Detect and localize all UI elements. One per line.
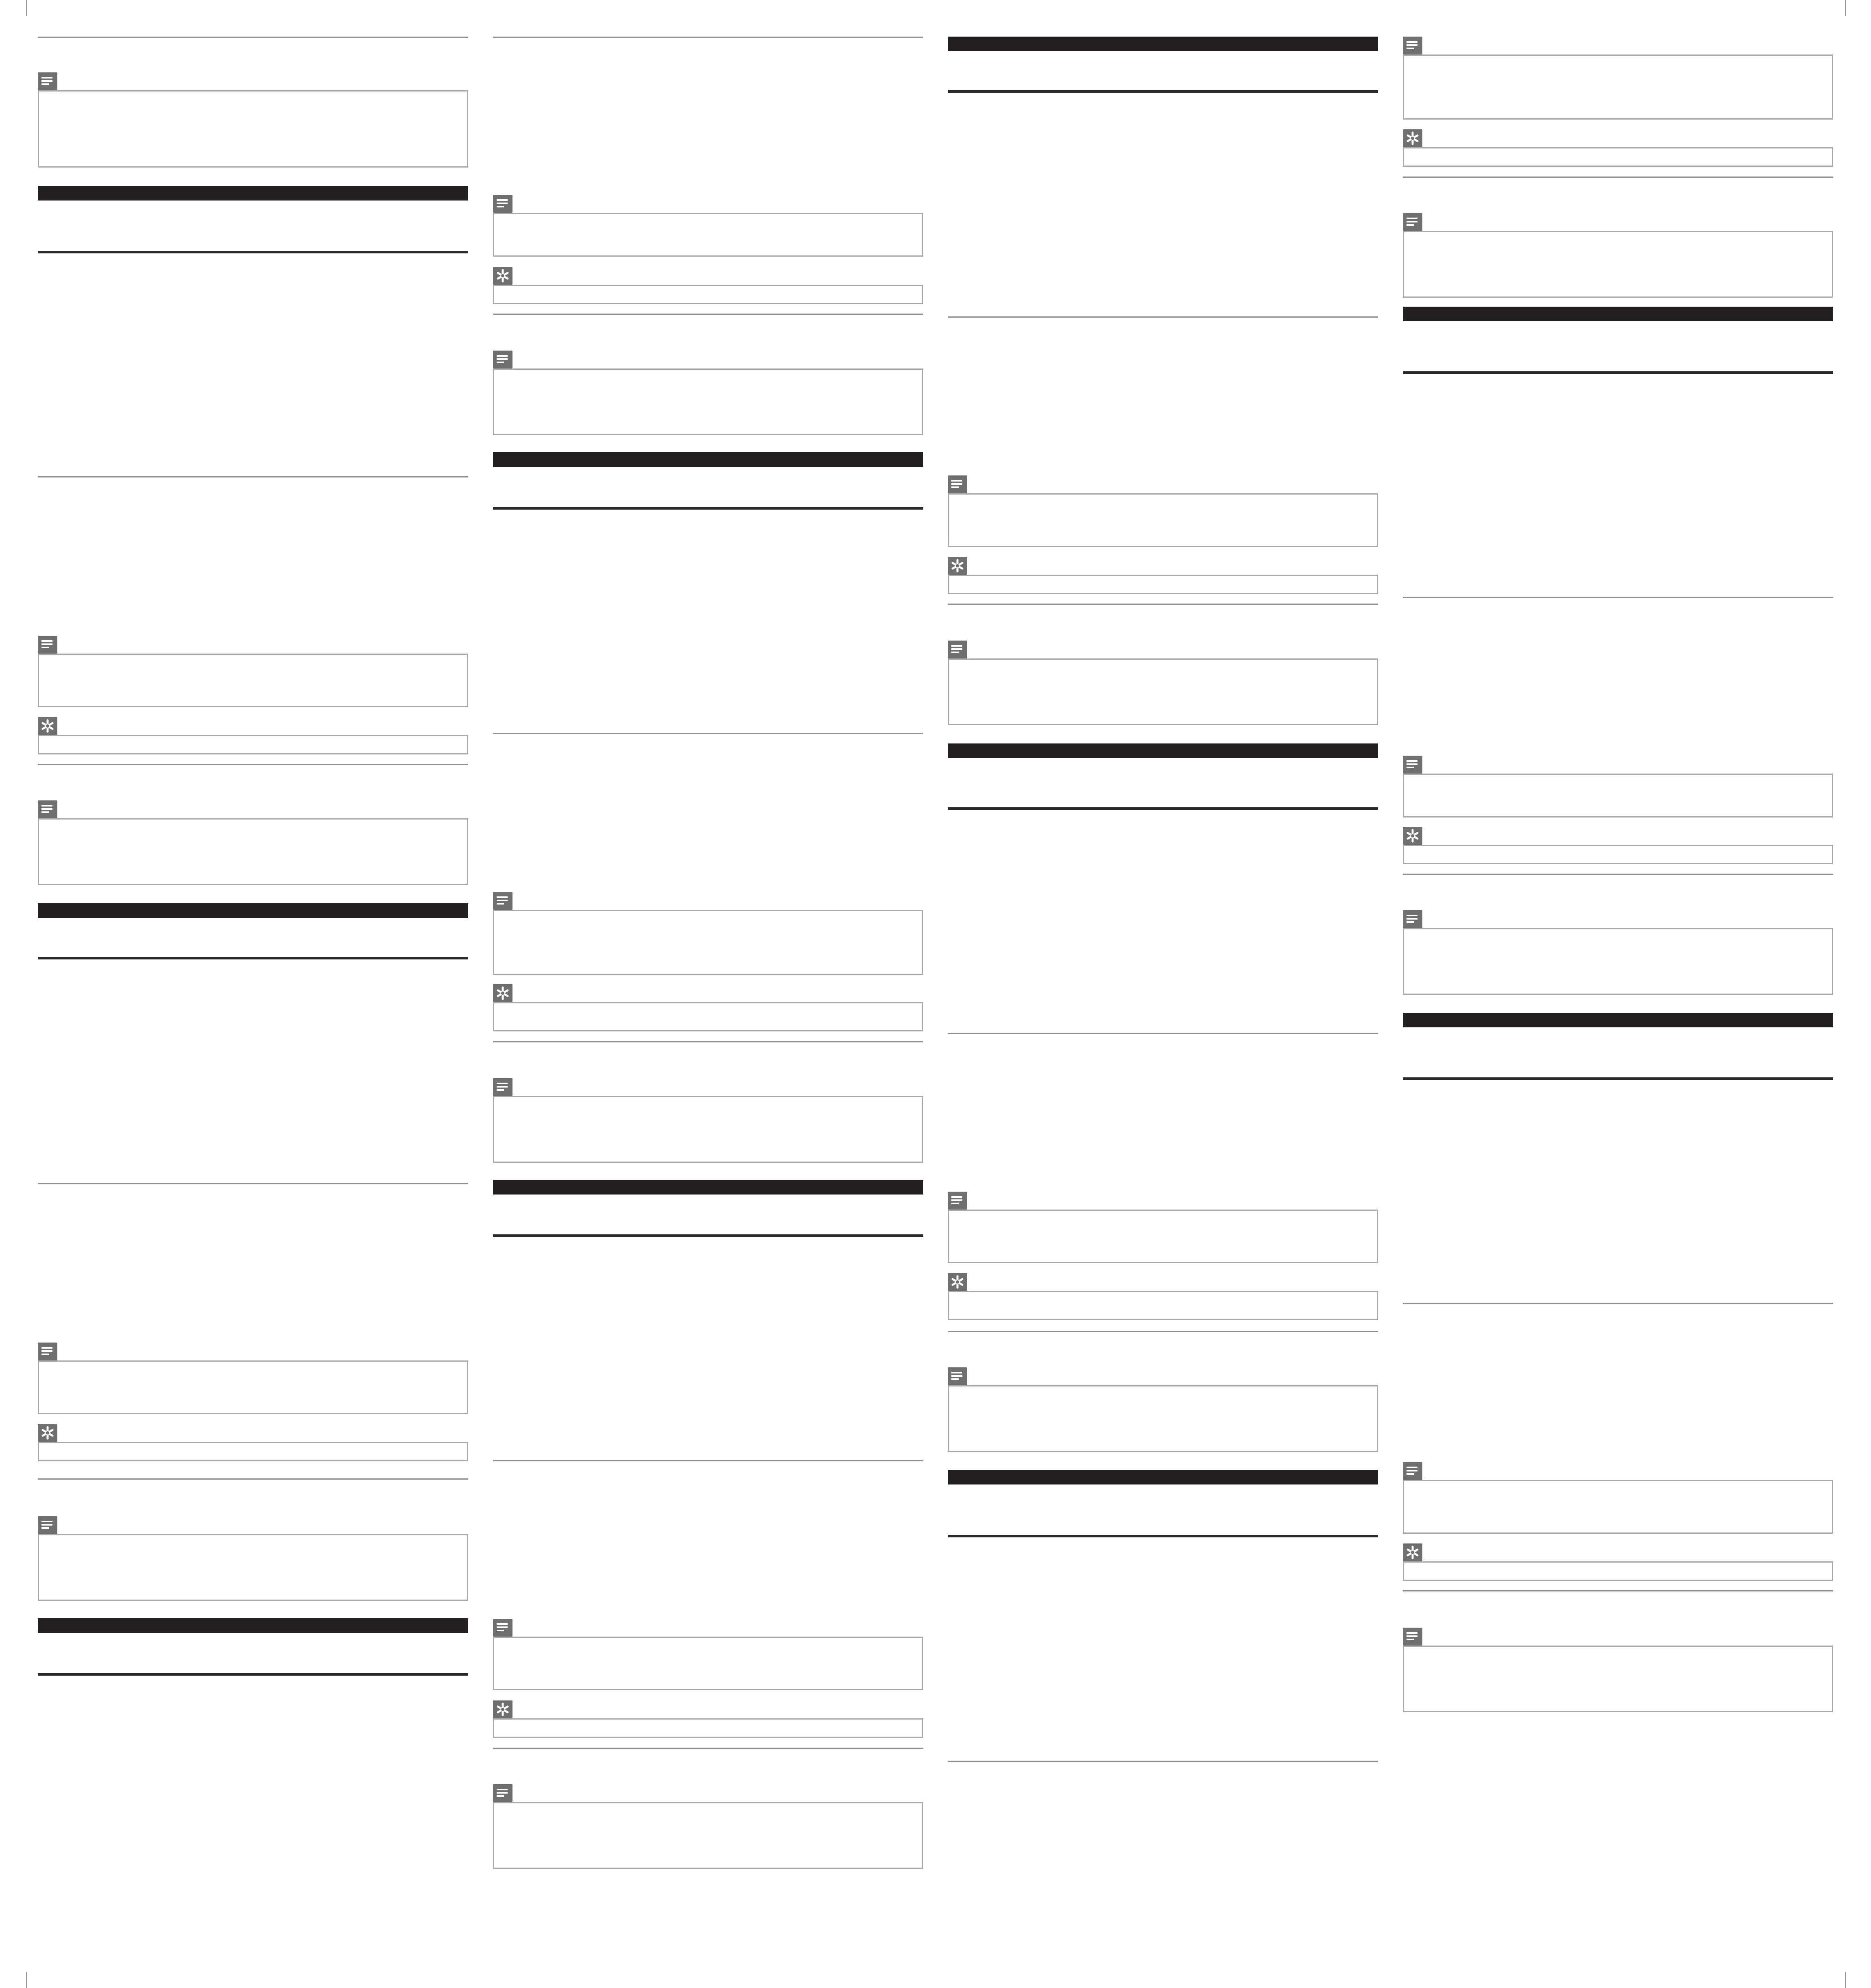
note-icon (1403, 1628, 1422, 1646)
note-box (1403, 231, 1833, 298)
tip-icon (38, 717, 57, 735)
section-heading-bar (38, 903, 468, 918)
section-divider (948, 1331, 1378, 1332)
heading-underline (38, 957, 468, 959)
section-divider (493, 1748, 923, 1749)
crop-mark (1845, 1972, 1846, 1988)
heading-underline (493, 507, 923, 510)
section-heading-bar (948, 1470, 1378, 1484)
note-icon (1403, 1462, 1422, 1480)
heading-underline (1403, 1077, 1833, 1080)
note-box (948, 1385, 1378, 1452)
section-heading-bar (1403, 1013, 1833, 1027)
note-icon (493, 1078, 512, 1096)
section-divider (948, 316, 1378, 318)
note-icon (1403, 910, 1422, 928)
section-heading-bar (493, 452, 923, 467)
tip-icon (493, 984, 512, 1002)
section-divider (38, 764, 468, 765)
tip-icon (948, 557, 967, 575)
tip-box (493, 1002, 923, 1031)
tip-icon (948, 1273, 967, 1291)
heading-underline (493, 1234, 923, 1237)
section-divider (493, 37, 923, 38)
tip-box (948, 1291, 1378, 1320)
note-box (948, 493, 1378, 547)
note-icon (1403, 756, 1422, 774)
tip-icon (493, 1700, 512, 1718)
section-divider (493, 314, 923, 315)
tip-box (948, 575, 1378, 594)
note-icon (38, 636, 57, 654)
section-divider (1403, 177, 1833, 178)
section-heading-bar (38, 1618, 468, 1633)
note-icon (493, 351, 512, 368)
section-divider (1403, 874, 1833, 875)
section-divider (948, 1033, 1378, 1034)
section-divider (38, 37, 468, 38)
note-icon (948, 1192, 967, 1210)
crop-mark (26, 1972, 27, 1988)
note-icon (38, 1343, 57, 1360)
tip-icon (1403, 129, 1422, 147)
note-icon (493, 892, 512, 910)
note-box (1403, 1480, 1833, 1534)
note-icon (948, 1367, 967, 1385)
tip-box (1403, 845, 1833, 864)
note-box (1403, 1646, 1833, 1712)
heading-underline (38, 1673, 468, 1676)
note-box (493, 910, 923, 975)
section-heading-bar (948, 743, 1378, 758)
crop-mark (26, 0, 27, 16)
tip-box (1403, 147, 1833, 167)
note-icon (948, 475, 967, 493)
note-icon (38, 1516, 57, 1534)
section-divider (1403, 597, 1833, 598)
note-box (38, 90, 468, 168)
section-divider (948, 604, 1378, 605)
heading-underline (948, 807, 1378, 810)
tip-icon (1403, 827, 1422, 845)
tip-icon (493, 267, 512, 285)
note-box (948, 658, 1378, 725)
note-box (38, 1360, 468, 1414)
note-icon (1403, 213, 1422, 231)
section-divider (38, 1183, 468, 1184)
section-divider (493, 1041, 923, 1042)
section-divider (948, 1761, 1378, 1762)
tip-box (38, 1442, 468, 1461)
section-heading-bar (38, 186, 468, 201)
note-box (38, 1534, 468, 1601)
note-box (38, 654, 468, 707)
heading-underline (38, 251, 468, 253)
tip-box (1403, 1561, 1833, 1581)
note-icon (38, 72, 57, 90)
section-heading-bar (493, 1180, 923, 1195)
note-box (493, 1637, 923, 1690)
section-divider (38, 1478, 468, 1480)
tip-box (493, 285, 923, 304)
note-box (948, 1210, 1378, 1263)
section-heading-bar (1403, 307, 1833, 321)
note-icon (38, 800, 57, 818)
section-divider (493, 1460, 923, 1461)
heading-underline (1403, 371, 1833, 374)
heading-underline (948, 1535, 1378, 1537)
note-icon (493, 1619, 512, 1637)
section-divider (1403, 1303, 1833, 1304)
note-box (1403, 774, 1833, 817)
heading-underline (948, 90, 1378, 93)
crop-mark (1845, 0, 1846, 16)
note-icon (1403, 37, 1422, 54)
note-box (493, 213, 923, 257)
section-divider (1403, 1590, 1833, 1591)
note-box (493, 368, 923, 435)
note-box (493, 1802, 923, 1869)
note-box (1403, 54, 1833, 120)
note-icon (948, 641, 967, 658)
tip-box (493, 1718, 923, 1738)
note-box (493, 1096, 923, 1163)
tip-icon (38, 1424, 57, 1442)
section-divider (493, 733, 923, 734)
tip-box (38, 735, 468, 754)
tip-icon (1403, 1543, 1422, 1561)
note-icon (493, 195, 512, 213)
section-heading-bar (948, 37, 1378, 51)
section-divider (38, 476, 468, 477)
note-box (38, 818, 468, 885)
note-icon (493, 1784, 512, 1802)
note-box (1403, 928, 1833, 995)
